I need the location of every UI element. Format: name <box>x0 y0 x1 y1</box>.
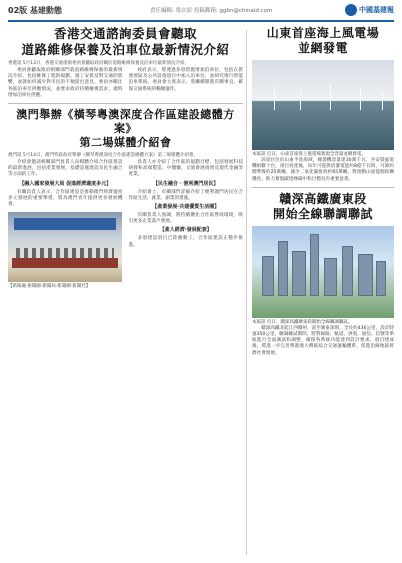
article-body: 有關負責人表示，合作區建設是推動澳門經濟適度多元發展的重要舉措，將為澳門青年提供更多發展機會。 <box>8 189 123 208</box>
section-divider <box>252 187 394 188</box>
newspaper-logo <box>345 4 394 16</box>
article-body: 該項目位於山東半島海域，總裝機容量達30萬千瓦，共安裝風電機組數十台。項目投產後，每年可提供清潔電能約8億千瓦時，可節約標準煤約25萬噸，減少二氧化碳排放約65萬噸，對推動山東能源結構優化、助力實現碳達峰碳中和目標具有重要意義。 <box>252 158 394 182</box>
page-header <box>0 0 402 24</box>
article-body: 負責人亦介紹了合作區的規劃目標，包括發展科技研發和高端製造、中醫藥、文旅會展商貿及現代金融等產業。 <box>128 160 243 178</box>
article-title-line2: 開始全線聯調聯試 <box>272 206 373 221</box>
article-title-line2: 第二場媒體介紹會 <box>79 136 172 150</box>
article-title-line1: 澳門舉辦《橫琴粵澳深度合作區建設總體方案》 <box>16 108 235 136</box>
article-body: 委員會聽取政府相關部門就道路維修保養的最新情況介紹，包括維修工程的規劃、施工安排及對交通的影響，並就如何減少對市民的不便提出意見。委員亦關注各區泊車位供應情況，並要求政府持續檢視需求，適時增加泊車位供應。 <box>8 68 123 98</box>
article-title-line1: 香港交通諮詢委員會聽取 <box>53 26 197 41</box>
article-byline: 香港訊 5月13日，香港交通諮詢委員會聽取政府關於道路維修保養及泊車位最新情況介紹。 <box>8 61 190 66</box>
article-shandong-wind <box>252 26 394 183</box>
wind-farm-photo <box>252 60 394 150</box>
photo-caption: 本報訊 近日，山東首座海上風電場實現全容量並網發電。 <box>252 152 366 157</box>
article-macau-hengqin <box>8 108 243 290</box>
city-photo <box>252 226 394 318</box>
left-column <box>8 26 243 558</box>
article-title-line2: 道路維修保養及泊車位最新情況介紹 <box>21 42 230 57</box>
article-body: 贛深高鐵北起江西贛州，南至廣東深圳，全長約436公里，設計時速350公里。聯調聯試期間，將對線路、軌道、供電、通信、信號等系統進行全面測試和調整，確保各系統功能達到設計要求。項目建成後，將進一步完善粵港澳大灣區綜合交通運輸體系，促進沿線地區經濟社會發展。 <box>252 325 394 356</box>
photo-caption: 本報訊 近日，贛深高鐵廣東段開始全線聯調聯試。 <box>252 319 353 325</box>
right-column <box>252 26 394 558</box>
header-divider <box>8 20 394 22</box>
editor-line: 責任編輯: 梁衣原 投稿郵箱: ggbn@chinaid.com <box>150 8 273 14</box>
article-body: 介紹會邀請相關部門負責人向媒體介紹合作區建設的最新進展，包括產業發展、基礎設施建設及民生融合等方面的工作。 <box>8 160 123 178</box>
section-subheading: 【產人經濟·發展配套】 <box>159 227 212 234</box>
article-title-line1: 山東首座海上風電場 <box>266 26 380 40</box>
article-byline: 澳門訊 5月14日，澳門特區政府舉辦《橫琴粵澳深度合作區建設總體方案》第二場媒體介紹會。 <box>8 153 199 159</box>
article-title-line1: 贛深高鐵廣東段 <box>279 191 367 206</box>
article-body: 有關負責人強調，將持續優化合作區營商環境，吸引更多企業落戶發展。 <box>128 213 243 225</box>
section-subheading: 【產業發展·共建優質生活圈】 <box>152 204 220 211</box>
logo-icon <box>345 4 357 16</box>
article-body: 介紹會上，有關部門詳細介紹了便利澳門居民在合作區生活、就業、創業的措施。 <box>128 189 243 201</box>
article-title-line2: 並網發電 <box>297 41 348 55</box>
section-divider <box>8 103 243 104</box>
meeting-photo <box>8 212 122 282</box>
article-hk-transport <box>8 26 243 99</box>
article-ganshen-rail <box>252 192 394 357</box>
photo-caption: 【新聞處·新聞圖·新聞局·新聞網·新聞社】 <box>8 284 91 290</box>
section-subheading: 【融入國家發展大局 促進經濟適度多元】 <box>19 180 112 187</box>
logo-text: 中國基建報 <box>359 6 394 14</box>
article-body: 多項建設項目已陸續動工，合作區建設正穩步推進。 <box>128 236 243 248</box>
page-label: 02版 基建動態 <box>8 6 62 15</box>
article-body: 政府表示，將透過多項措施增加泊車位，包括在新發展區及公共設施項目中加入泊車位，並研究推行智能泊車系統。委員會主席表示，將繼續跟進有關事宜，確保交通系統的暢順運作。 <box>128 68 243 92</box>
section-subheading: 【民生融合 · 便利澳門居民】 <box>153 180 219 187</box>
column-divider <box>246 30 247 555</box>
